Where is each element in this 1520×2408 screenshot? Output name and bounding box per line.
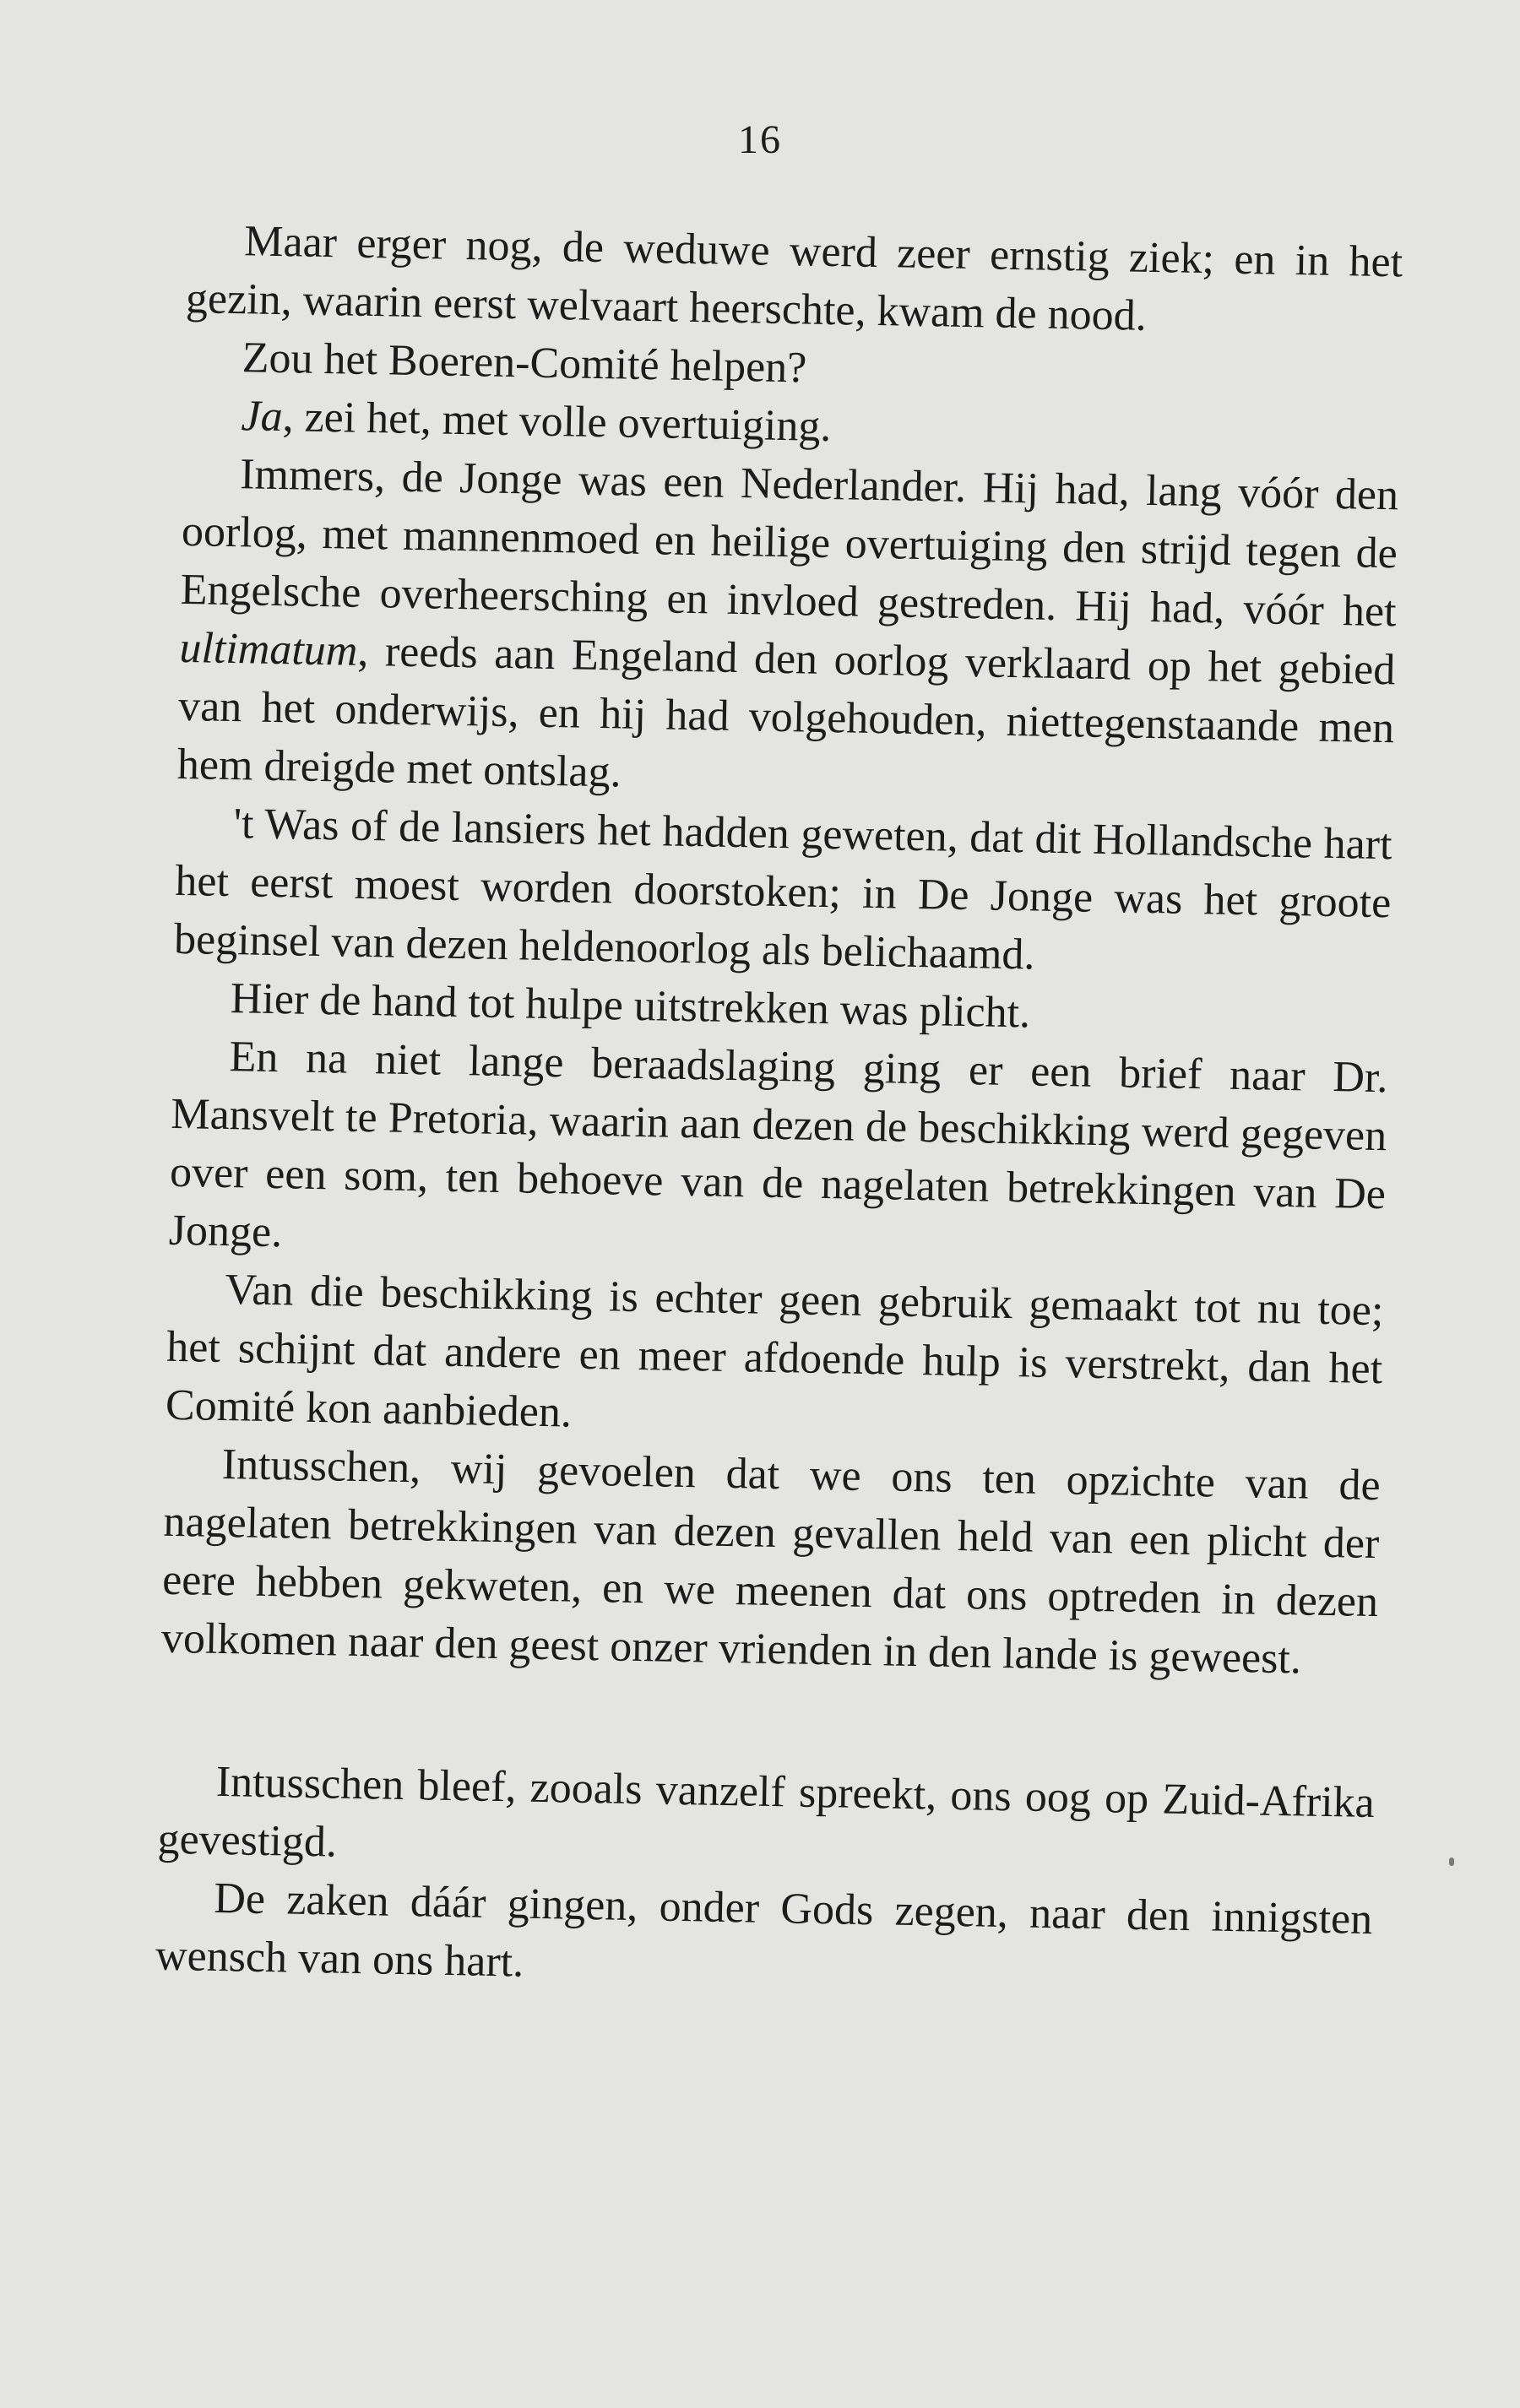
paragraph-lansiers: 't Was of de lansiers het hadden geweten, dat dit Hollandsche hart het eerst moest worden doorstoken; in De Jonge was het groote beginsel van dezen heldenoorlog als belichaamd. <box>173 800 1393 979</box>
paragraph-question: Zou het Boeren-Comité helpen? <box>242 334 807 393</box>
paragraph-de-jonge <box>176 444 1398 816</box>
paragraph-zaken: De zaken dáár gingen, onder Gods zegen, naar den innigsten wensch van ons hart. <box>155 1874 1373 1987</box>
answer-rest: , zei het, met volle overtuiging. <box>282 393 832 452</box>
paragraph-widow-ill: Maar erger nog, de weduwe werd zeer ernstig ziek; en in het gezin, waarin eerst welvaart heerschte, kwam de nood. <box>185 217 1403 340</box>
de-jonge-rest: , reeds aan Engeland den oorlog verklaard op het gebied van het onderwijs, en hij had volgehouden, niettegenstaande men hem dreigde met ontslag. <box>176 626 1396 797</box>
paragraph-intusschen-plicht: Intusschen, wij gevoelen dat we ons ten opzichte van de nagelaten betrekkingen van dezen gevallen held van een plicht der eere hebben gekweten, en we meenen dat ons optreden in dezen volkomen naar den geest onzer vrienden in den lande is geweest. <box>160 1440 1382 1684</box>
page-number: 16 <box>738 117 782 162</box>
italic-ultimatum: ultimatum <box>178 623 358 675</box>
paragraph-beschikking: Van die beschikking is echter geen gebruik gemaakt tot nu toe; het schijnt dat andere en meer afdoende hulp is verstrekt, dan het Comité kon aanbieden. <box>165 1266 1384 1437</box>
body-text <box>155 211 1403 2007</box>
paragraph-zuid-afrika: Intusschen bleef, zooals vanzelf spreekt, ons oog op Zuid-Afrika gevestigd. <box>157 1757 1376 1867</box>
paper-speck <box>1449 1858 1454 1866</box>
paragraph-plicht: Hier de hand tot hulpe uitstrekken was plicht. <box>230 974 1031 1038</box>
paragraph-brief: En na niet lange beraadslaging ging er een brief naar Dr. Mansvelt te Pretoria, waarin aan dezen de beschikking werd gegeven over een som, ten behoeve van de nagelaten betrekkingen van De Jonge. <box>168 1033 1388 1257</box>
italic-ja: Ja <box>241 392 284 442</box>
de-jonge-text: Immers, de Jonge was een Nederlander. Hij had, lang vóór den oorlog, met mannenmoed en heilige overtuiging den strijd tegen de Engelsche overheersching en invloed gestreden. Hij had, vóór het <box>180 450 1399 637</box>
